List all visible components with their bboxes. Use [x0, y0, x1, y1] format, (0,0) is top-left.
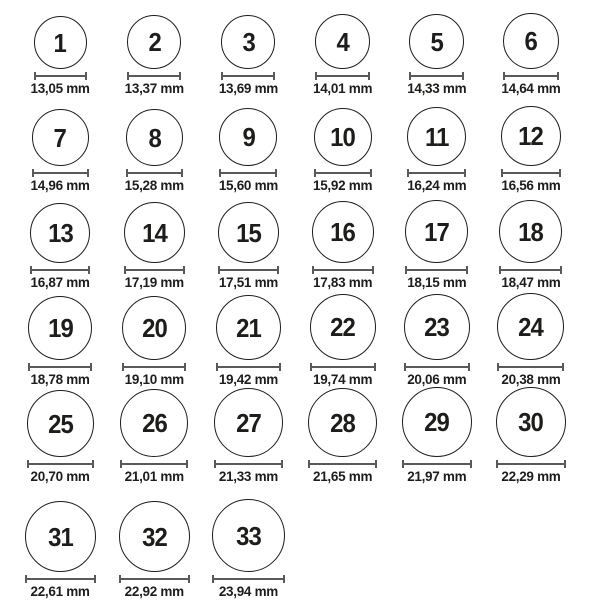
diameter-label: 16,56 mm [501, 178, 561, 193]
dimension-line [30, 269, 90, 271]
ring-size-cell [13, 485, 107, 600]
dimension-line [315, 75, 370, 77]
ring-size-cell [296, 0, 390, 97]
diameter-label: 20,06 mm [407, 372, 467, 387]
ring-size-number: 32 [141, 521, 167, 552]
diameter-label: 21,01 mm [124, 469, 184, 484]
ring-size-cell [201, 485, 295, 600]
ring-size-number: 10 [330, 122, 355, 152]
diameter-dimension-line [126, 169, 183, 177]
dimension-line [308, 463, 377, 465]
ring-size-cell [296, 388, 390, 485]
empty-cell [390, 485, 484, 600]
ring-circle [212, 499, 285, 572]
ring-size-number: 20 [141, 313, 167, 343]
dimension-tick-right [462, 72, 464, 80]
ring-circle [32, 109, 89, 166]
ring-size-cell [390, 388, 484, 485]
diameter-label: 21,97 mm [407, 469, 467, 484]
dimension-line [124, 269, 185, 271]
diameter-dimension-line [310, 363, 376, 371]
dimension-line [27, 463, 94, 465]
dimension-tick-right [92, 460, 94, 468]
dimension-line [312, 269, 374, 271]
ring-circle [497, 293, 564, 360]
diameter-dimension-line [25, 575, 96, 583]
ring-size-cell [107, 0, 201, 97]
dimension-tick-right [372, 266, 374, 274]
diameter-dimension-line [405, 266, 468, 274]
ring-size-number: 2 [148, 27, 161, 57]
ring-size-cell [296, 291, 390, 388]
ring-circle [404, 294, 470, 360]
diameter-dimension-line [404, 363, 470, 371]
diameter-dimension-line [314, 169, 372, 177]
diameter-dimension-line [499, 266, 562, 274]
ring-size-number: 26 [141, 408, 167, 438]
ring-circle [122, 296, 186, 360]
diameter-label: 17,83 mm [313, 275, 373, 290]
ring-size-cell [484, 291, 578, 388]
diameter-label: 16,24 mm [407, 178, 467, 193]
ring-size-cell [390, 291, 484, 388]
ring-circle [221, 15, 275, 69]
ring-circle [310, 294, 376, 360]
dimension-line [314, 172, 372, 174]
dimension-line [127, 75, 181, 77]
dimension-line [503, 75, 559, 77]
ring-size-number: 16 [330, 217, 355, 247]
dimension-tick-right [370, 169, 372, 177]
ring-size-number: 33 [236, 520, 261, 551]
ring-size-cell [13, 97, 107, 194]
ring-circle [34, 16, 87, 69]
ring-size-number: 9 [242, 122, 255, 152]
ring-size-number: 6 [524, 26, 538, 56]
ring-size-number: 22 [330, 312, 355, 342]
dimension-tick-right [464, 169, 466, 177]
ring-size-number: 12 [518, 121, 544, 151]
diameter-dimension-line [32, 169, 89, 177]
ring-circle [314, 108, 372, 166]
empty-cell [484, 485, 578, 600]
ring-circle [27, 390, 94, 457]
ring-size-number: 30 [518, 407, 544, 437]
diameter-dimension-line [124, 266, 185, 274]
diameter-dimension-line [219, 169, 277, 177]
ring-size-cell [484, 194, 578, 291]
diameter-dimension-line [34, 72, 87, 80]
ring-size-number: 11 [425, 121, 449, 152]
ring-size-cell [201, 0, 295, 97]
diameter-dimension-line [503, 72, 559, 80]
dimension-line [119, 578, 190, 580]
diameter-label: 20,38 mm [501, 372, 561, 387]
ring-circle [407, 107, 466, 166]
diameter-label: 18,15 mm [407, 275, 467, 290]
ring-size-cell [201, 97, 295, 194]
diameter-dimension-line [409, 72, 464, 80]
diameter-label: 14,01 mm [313, 81, 373, 96]
diameter-label: 19,74 mm [313, 372, 373, 387]
ring-circle [503, 13, 559, 69]
ring-size-cell [484, 388, 578, 485]
ring-size-number: 8 [148, 122, 161, 153]
diameter-label: 14,33 mm [407, 81, 467, 96]
diameter-dimension-line [216, 363, 281, 371]
ring-size-number: 24 [518, 311, 544, 342]
diameter-dimension-line [212, 575, 285, 583]
dimension-tick-right [87, 169, 89, 177]
ring-circle [312, 201, 374, 263]
diameter-dimension-line [315, 72, 370, 80]
diameter-label: 19,10 mm [124, 372, 184, 387]
dimension-tick-right [85, 72, 87, 80]
dimension-tick-right [184, 363, 186, 371]
ring-size-number: 19 [47, 313, 73, 343]
diameter-dimension-line [28, 363, 92, 371]
dimension-line [126, 172, 183, 174]
dimension-tick-right [368, 72, 370, 80]
empty-cell [296, 485, 390, 600]
ring-size-cell [484, 0, 578, 97]
diameter-label: 22,92 mm [124, 584, 184, 599]
dimension-line [28, 366, 92, 368]
ring-size-cell [13, 291, 107, 388]
ring-circle [402, 387, 472, 457]
ring-size-cell [296, 97, 390, 194]
dimension-line [405, 269, 468, 271]
diameter-dimension-line [218, 266, 279, 274]
chart-row [13, 97, 578, 194]
dimension-line [496, 463, 566, 465]
ring-size-number: 1 [53, 27, 67, 58]
ring-size-number: 17 [424, 216, 450, 247]
diameter-dimension-line [30, 266, 90, 274]
ring-circle [315, 14, 370, 69]
ring-size-cell [13, 388, 107, 485]
dimension-line [120, 463, 188, 465]
dimension-tick-right [273, 72, 275, 80]
ring-size-cell [201, 194, 295, 291]
chart-row [13, 388, 578, 485]
ring-size-number: 18 [518, 216, 544, 247]
diameter-label: 13,37 mm [124, 81, 184, 96]
ring-size-cell [13, 0, 107, 97]
diameter-label: 19,42 mm [218, 372, 278, 387]
ring-circle [216, 295, 281, 360]
ring-size-cell [107, 97, 201, 194]
dimension-tick-right [186, 460, 188, 468]
diameter-dimension-line [496, 460, 566, 468]
diameter-label: 18,78 mm [30, 372, 90, 387]
diameter-label: 14,64 mm [501, 81, 561, 96]
ring-circle [30, 203, 90, 263]
dimension-line [218, 269, 279, 271]
diameter-dimension-line [214, 460, 283, 468]
dimension-tick-right [470, 460, 472, 468]
ring-circle [25, 501, 96, 572]
ring-size-cell [390, 0, 484, 97]
ring-size-cell [107, 388, 201, 485]
ring-size-number: 3 [242, 27, 255, 57]
ring-size-cell [201, 291, 295, 388]
dimension-tick-right [466, 266, 468, 274]
ring-size-number: 25 [47, 408, 73, 439]
dimension-line [122, 366, 186, 368]
ring-size-number: 5 [430, 26, 443, 57]
ring-size-cell [201, 388, 295, 485]
dimension-tick-right [468, 363, 470, 371]
dimension-line [216, 366, 281, 368]
dimension-line [497, 366, 564, 368]
dimension-line [214, 463, 283, 465]
dimension-line [310, 366, 376, 368]
diameter-dimension-line [501, 169, 561, 177]
ring-circle [126, 109, 183, 166]
dimension-line [409, 75, 464, 77]
dimension-tick-right [279, 363, 281, 371]
ring-circle [120, 389, 188, 457]
dimension-tick-right [88, 266, 90, 274]
dimension-line [212, 578, 285, 580]
dimension-tick-right [562, 363, 564, 371]
ring-size-cell [390, 194, 484, 291]
diameter-label: 13,05 mm [30, 81, 90, 96]
ring-size-number: 27 [236, 407, 261, 438]
ring-size-number: 4 [336, 26, 349, 57]
ring-size-number: 7 [53, 122, 67, 153]
ring-size-cell [390, 97, 484, 194]
diameter-label: 23,94 mm [218, 584, 278, 599]
dimension-tick-right [281, 460, 283, 468]
dimension-tick-right [277, 266, 279, 274]
dimension-tick-right [283, 575, 285, 583]
diameter-label: 22,29 mm [501, 469, 561, 484]
dimension-line [32, 172, 89, 174]
dimension-line [407, 172, 466, 174]
ring-circle [218, 202, 279, 263]
dimension-line [499, 269, 562, 271]
ring-size-number: 23 [424, 312, 450, 342]
dimension-line [501, 172, 561, 174]
chart-row [13, 485, 578, 600]
ring-size-number: 21 [236, 312, 261, 343]
diameter-label: 22,61 mm [30, 584, 90, 599]
diameter-dimension-line [127, 72, 181, 80]
ring-size-cell [13, 194, 107, 291]
dimension-tick-right [181, 169, 183, 177]
ring-size-cell [107, 194, 201, 291]
chart-row [13, 0, 578, 97]
dimension-tick-right [560, 266, 562, 274]
diameter-dimension-line [497, 363, 564, 371]
ring-size-cell [296, 194, 390, 291]
ring-size-number: 13 [47, 218, 73, 248]
diameter-dimension-line [407, 169, 466, 177]
ring-size-number: 28 [330, 407, 355, 438]
ring-size-number: 14 [141, 217, 167, 248]
diameter-label: 17,19 mm [124, 275, 184, 290]
ring-size-number: 15 [236, 217, 261, 248]
diameter-dimension-line [122, 363, 186, 371]
diameter-dimension-line [312, 266, 374, 274]
chart-row [13, 291, 578, 388]
diameter-label: 13,69 mm [218, 81, 278, 96]
diameter-dimension-line [119, 575, 190, 583]
ring-size-cell [484, 97, 578, 194]
dimension-line [25, 578, 96, 580]
ring-circle [496, 387, 566, 457]
dimension-tick-right [374, 363, 376, 371]
ring-size-number: 31 [47, 521, 73, 552]
diameter-label: 15,92 mm [313, 178, 373, 193]
ring-circle [214, 388, 283, 457]
diameter-label: 21,33 mm [218, 469, 278, 484]
ring-circle [409, 14, 464, 69]
ring-circle [28, 296, 92, 360]
dimension-tick-right [188, 575, 190, 583]
dimension-tick-right [90, 363, 92, 371]
dimension-tick-right [559, 169, 561, 177]
ring-circle [124, 202, 185, 263]
diameter-dimension-line [308, 460, 377, 468]
dimension-line [402, 463, 472, 465]
dimension-line [221, 75, 275, 77]
diameter-label: 14,96 mm [30, 178, 90, 193]
dimension-tick-right [94, 575, 96, 583]
ring-circle [405, 200, 468, 263]
dimension-line [404, 366, 470, 368]
diameter-label: 20,70 mm [30, 469, 90, 484]
diameter-label: 15,60 mm [218, 178, 278, 193]
dimension-tick-right [564, 460, 566, 468]
ring-circle [308, 388, 377, 457]
ring-circle [119, 501, 190, 572]
diameter-dimension-line [120, 460, 188, 468]
chart-row [13, 194, 578, 291]
diameter-dimension-line [27, 460, 94, 468]
ring-size-number: 29 [424, 407, 450, 437]
dimension-tick-right [557, 72, 559, 80]
diameter-label: 17,51 mm [218, 275, 278, 290]
ring-circle [501, 106, 561, 166]
diameter-dimension-line [221, 72, 275, 80]
ring-circle [219, 108, 277, 166]
diameter-label: 21,65 mm [313, 469, 373, 484]
dimension-tick-right [275, 169, 277, 177]
dimension-tick-right [183, 266, 185, 274]
diameter-dimension-line [402, 460, 472, 468]
dimension-line [219, 172, 277, 174]
ring-size-cell [107, 485, 201, 600]
dimension-line [34, 75, 87, 77]
ring-size-cell [107, 291, 201, 388]
ring-circle [499, 200, 562, 263]
dimension-tick-right [179, 72, 181, 80]
diameter-label: 16,87 mm [30, 275, 90, 290]
diameter-label: 15,28 mm [124, 178, 184, 193]
diameter-label: 18,47 mm [501, 275, 561, 290]
dimension-tick-right [375, 460, 377, 468]
ring-circle [127, 15, 181, 69]
